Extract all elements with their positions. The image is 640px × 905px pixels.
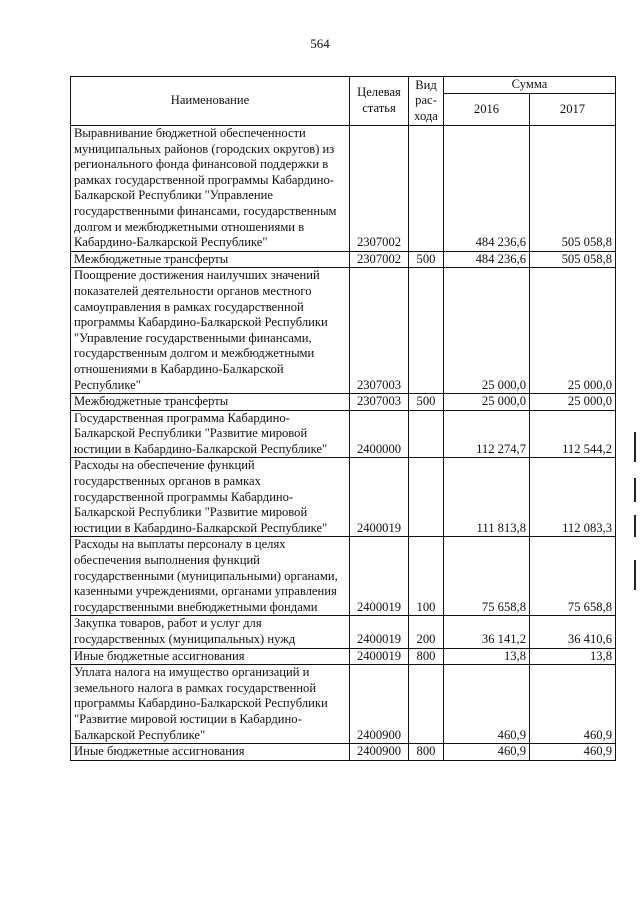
- row-sum-2017: 112 544,2: [530, 410, 616, 458]
- budget-table: [70, 76, 616, 761]
- row-sum-2016: 484 236,6: [444, 126, 530, 252]
- table-row: [71, 268, 616, 394]
- row-target-article: 2400019: [350, 537, 409, 616]
- row-expense-type: [409, 268, 444, 394]
- scan-edge-mark: [634, 432, 636, 462]
- row-expense-type: 200: [409, 616, 444, 648]
- table-row: [71, 394, 616, 411]
- row-name: Межбюджетные трансферты: [71, 251, 350, 268]
- row-sum-2016: 25 000,0: [444, 268, 530, 394]
- row-target-article: 2307002: [350, 251, 409, 268]
- table-row: [71, 665, 616, 744]
- page-number: 564: [310, 36, 330, 51]
- row-sum-2016: 13,8: [444, 648, 530, 665]
- scan-edge-mark: [634, 478, 636, 502]
- row-sum-2016: 25 000,0: [444, 394, 530, 411]
- header-year-2017: 2017: [530, 94, 616, 126]
- row-target-article: 2400900: [350, 665, 409, 744]
- row-sum-2017: 460,9: [530, 744, 616, 761]
- row-sum-2016: 111 813,8: [444, 458, 530, 537]
- row-expense-type: 500: [409, 394, 444, 411]
- row-name: Поощрение достижения наилучших значений показателей деятельности органов местного самоуправления в рамках государственной программы Кабардино-Балкарской Республики "Управление государственными финансами, государственным долгом и межбюджетными отношениями в Кабардино-Балкарской Республике": [71, 268, 350, 394]
- row-expense-type: 800: [409, 744, 444, 761]
- row-sum-2016: 484 236,6: [444, 251, 530, 268]
- scan-edge-mark: [634, 560, 636, 590]
- row-name: Расходы на выплаты персоналу в целях обеспечения выполнения функций государственными (муниципальными) органами, казенными учреждениями, органами управления государственными внебюджетными фондами: [71, 537, 350, 616]
- row-sum-2016: 36 141,2: [444, 616, 530, 648]
- row-sum-2017: 75 658,8: [530, 537, 616, 616]
- row-target-article: 2400019: [350, 616, 409, 648]
- row-sum-2016: 460,9: [444, 665, 530, 744]
- row-sum-2017: 13,8: [530, 648, 616, 665]
- table-row: [71, 744, 616, 761]
- row-name: Закупка товаров, работ и услуг для государственных (муниципальных) нужд: [71, 616, 350, 648]
- header-sum: Сумма: [444, 77, 616, 94]
- row-name: Межбюджетные трансферты: [71, 394, 350, 411]
- row-sum-2016: 460,9: [444, 744, 530, 761]
- table-row: [71, 616, 616, 648]
- header-year-2016: 2016: [444, 94, 530, 126]
- header-expense-type: Вид рас-хода: [409, 77, 444, 126]
- row-sum-2017: 460,9: [530, 665, 616, 744]
- row-sum-2017: 112 083,3: [530, 458, 616, 537]
- row-name: Расходы на обеспечение функций государственных органов в рамках государственной программы Кабардино-Балкарской Республики "Развитие мировой юстиции в Кабардино-Балкарской Республике": [71, 458, 350, 537]
- header-target-article: Целевая статья: [350, 77, 409, 126]
- table-row: [71, 648, 616, 665]
- row-expense-type: [409, 126, 444, 252]
- row-name: Государственная программа Кабардино-Балкарской Республики "Развитие мировой юстиции в Кабардино-Балкарской Республике": [71, 410, 350, 458]
- row-expense-type: 100: [409, 537, 444, 616]
- row-expense-type: 500: [409, 251, 444, 268]
- row-sum-2016: 112 274,7: [444, 410, 530, 458]
- row-name: Уплата налога на имущество организаций и земельного налога в рамках государственной программы Кабардино-Балкарской Республики "Развитие мировой юстиции в Кабардино-Балкарской Республике": [71, 665, 350, 744]
- row-target-article: 2400000: [350, 410, 409, 458]
- table-body: [71, 126, 616, 761]
- row-sum-2017: 36 410,6: [530, 616, 616, 648]
- row-target-article: 2307003: [350, 394, 409, 411]
- table-row: [71, 410, 616, 458]
- table-row: [71, 458, 616, 537]
- row-target-article: 2400019: [350, 648, 409, 665]
- row-sum-2017: 505 058,8: [530, 251, 616, 268]
- row-sum-2017: 25 000,0: [530, 268, 616, 394]
- scan-edge-mark: [634, 515, 636, 537]
- row-target-article: 2400900: [350, 744, 409, 761]
- row-expense-type: 800: [409, 648, 444, 665]
- row-target-article: 2400019: [350, 458, 409, 537]
- header-name: Наименование: [71, 77, 350, 126]
- row-expense-type: [409, 665, 444, 744]
- row-name: Иные бюджетные ассигнования: [71, 744, 350, 761]
- table-header: [71, 77, 616, 126]
- row-sum-2017: 25 000,0: [530, 394, 616, 411]
- table-row: [71, 126, 616, 252]
- row-target-article: 2307002: [350, 126, 409, 252]
- row-sum-2017: 505 058,8: [530, 126, 616, 252]
- row-name: Выравнивание бюджетной обеспеченности муниципальных районов (городских округов) из регионального фонда финансовой поддержки в рамках государственной программы Кабардино-Балкарской Республики "Управление государственными финансами, государственным долгом и межбюджетными отношениями в Кабардино-Балкарской Республике": [71, 126, 350, 252]
- table-row: [71, 251, 616, 268]
- row-expense-type: [409, 410, 444, 458]
- row-name: Иные бюджетные ассигнования: [71, 648, 350, 665]
- table-row: [71, 537, 616, 616]
- row-sum-2016: 75 658,8: [444, 537, 530, 616]
- row-expense-type: [409, 458, 444, 537]
- row-target-article: 2307003: [350, 268, 409, 394]
